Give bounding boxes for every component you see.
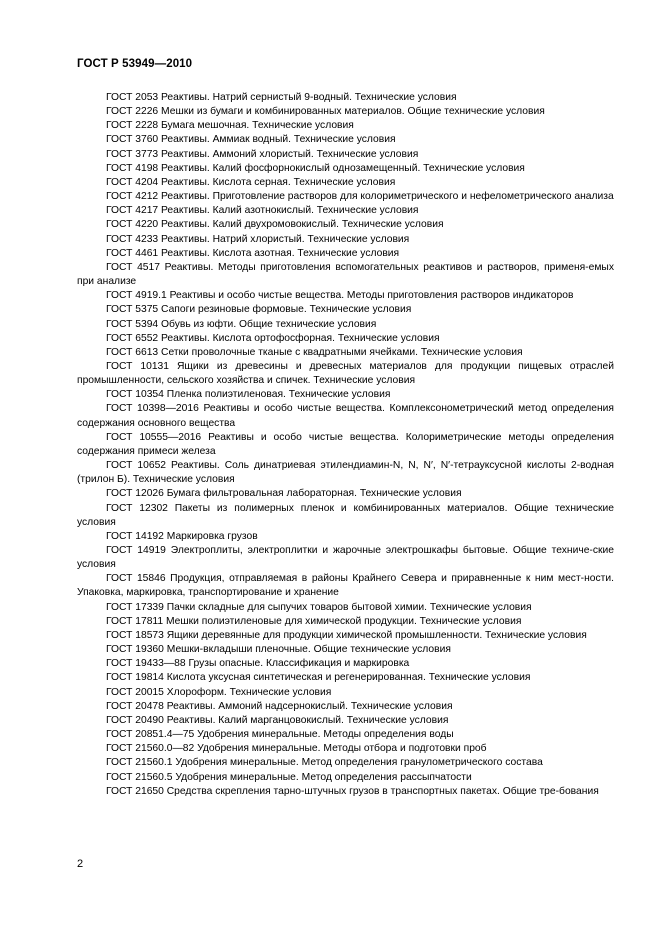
standards-list <box>77 91 614 799</box>
standard-entry: ГОСТ 4212 Реактивы. Приготовление растворов для колориметрического и нефелометрического анализа <box>106 191 614 203</box>
standard-entry: ГОСТ 17811 Мешки полиэтиленовые для химической продукции. Технические условия <box>106 615 522 627</box>
standard-entry: ГОСТ 10652 Реактивы. Соль динатриевая этилендиамин-N, N, N′, N′-тетрауксусной кислоты 2-водная (трилон Б). Технические условия <box>77 460 614 486</box>
standard-entry: ГОСТ 5375 Сапоги резиновые формовые. Технические условия <box>106 304 412 316</box>
standard-entry: ГОСТ 12026 Бумага фильтровальная лабораторная. Технические условия <box>106 488 462 500</box>
standard-entry: ГОСТ 4233 Реактивы. Натрий хлористый. Технические условия <box>106 233 410 245</box>
standard-entry: ГОСТ 15846 Продукция, отправляемая в районы Крайнего Севера и приравненные к ним мест-ности. Упаковка, маркировка, транспортирование и хранение <box>77 573 614 599</box>
standard-entry: ГОСТ 21650 Средства скрепления тарно-штучных грузов в транспортных пакетах. Общие тре-бования <box>106 785 599 797</box>
standard-entry: ГОСТ 20490 Реактивы. Калий марганцовокислый. Технические условия <box>106 714 449 726</box>
standard-entry: ГОСТ 19814 Кислота уксусная синтетическая и регенерированная. Технические условия <box>106 672 531 684</box>
standard-entry: ГОСТ 10555—2016 Реактивы и особо чистые вещества. Колориметрические методы определения содержания примеси железа <box>77 431 614 457</box>
page-number: 2 <box>77 858 84 870</box>
standard-entry: ГОСТ 20478 Реактивы. Аммоний надсернокислый. Технические условия <box>106 700 453 712</box>
standard-entry: ГОСТ 10398—2016 Реактивы и особо чистые вещества. Комплексонометрический метод определения содержания основного вещества <box>77 403 614 429</box>
standard-entry: ГОСТ 21560.1 Удобрения минеральные. Метод определения гранулометрического состава <box>106 757 543 769</box>
standard-entry: ГОСТ 4220 Реактивы. Калий двухромовокислый. Технические условия <box>106 219 444 231</box>
standard-entry: ГОСТ 14919 Электроплиты, электроплитки и жарочные электрошкафы бытовые. Общие техниче-ские условия <box>77 545 614 571</box>
standard-entry: ГОСТ 5394 Обувь из юфти. Общие технические условия <box>106 318 377 330</box>
standard-entry: ГОСТ 2226 Мешки из бумаги и комбинированных материалов. Общие технические условия <box>106 106 545 118</box>
document-header: ГОСТ Р 53949—2010 <box>77 58 193 70</box>
standard-entry: ГОСТ 4204 Реактивы. Кислота серная. Технические условия <box>106 176 396 188</box>
standard-entry: ГОСТ 21560.0—82 Удобрения минеральные. Методы отбора и подготовки проб <box>106 743 487 755</box>
standard-entry: ГОСТ 18573 Ящики деревянные для продукции химической промышленности. Технические условия <box>106 629 587 641</box>
standard-entry: ГОСТ 4461 Реактивы. Кислота азотная. Технические условия <box>106 247 400 259</box>
standard-entry: ГОСТ 12302 Пакеты из полимерных пленок и комбинированных материалов. Общие технические условия <box>77 502 614 528</box>
standard-entry: ГОСТ 19433—88 Грузы опасные. Классификация и маркировка <box>106 658 410 670</box>
standard-entry: ГОСТ 17339 Пачки складные для сыпучих товаров бытовой химии. Технические условия <box>106 601 532 613</box>
standard-entry: ГОСТ 3760 Реактивы. Аммиак водный. Технические условия <box>106 134 396 146</box>
standard-entry: ГОСТ 19360 Мешки-вкладыши пленочные. Общие технические условия <box>106 644 451 656</box>
standard-entry: ГОСТ 3773 Реактивы. Аммоний хлористый. Технические условия <box>106 148 419 160</box>
standard-entry: ГОСТ 20851.4—75 Удобрения минеральные. Методы определения воды <box>106 729 454 741</box>
standard-entry: ГОСТ 14192 Маркировка грузов <box>106 530 258 542</box>
standard-entry: ГОСТ 2228 Бумага мешочная. Технические условия <box>106 120 354 132</box>
standard-entry: ГОСТ 20015 Хлороформ. Технические условия <box>106 686 332 698</box>
standard-entry: ГОСТ 10131 Ящики из древесины и древесных материалов для продукции пищевых отраслей промышленности, сельского хозяйства и спичек. Технические условия <box>77 360 614 387</box>
standard-entry: ГОСТ 21560.5 Удобрения минеральные. Метод определения рассыпчатости <box>106 771 472 783</box>
standard-entry: ГОСТ 4919.1 Реактивы и особо чистые вещества. Методы приготовления растворов индикаторов <box>106 290 574 302</box>
standard-entry: ГОСТ 4517 Реактивы. Методы приготовления вспомогательных реактивов и растворов, применя-емых при анализе <box>77 261 614 288</box>
standard-entry: ГОСТ 2053 Реактивы. Натрий сернистый 9-водный. Технические условия <box>106 92 457 103</box>
standard-entry: ГОСТ 10354 Пленка полиэтиленовая. Технические условия <box>106 389 391 401</box>
standard-entry: ГОСТ 4217 Реактивы. Калий азотнокислый. Технические условия <box>106 205 419 217</box>
standard-entry: ГОСТ 6552 Реактивы. Кислота ортофосфорная. Технические условия <box>106 332 440 344</box>
standard-entry: ГОСТ 6613 Сетки проволочные тканые с квадратными ячейками. Технические условия <box>106 346 523 358</box>
standard-entry: ГОСТ 4198 Реактивы. Калий фосфорнокислый однозамещенный. Технические условия <box>106 162 525 174</box>
